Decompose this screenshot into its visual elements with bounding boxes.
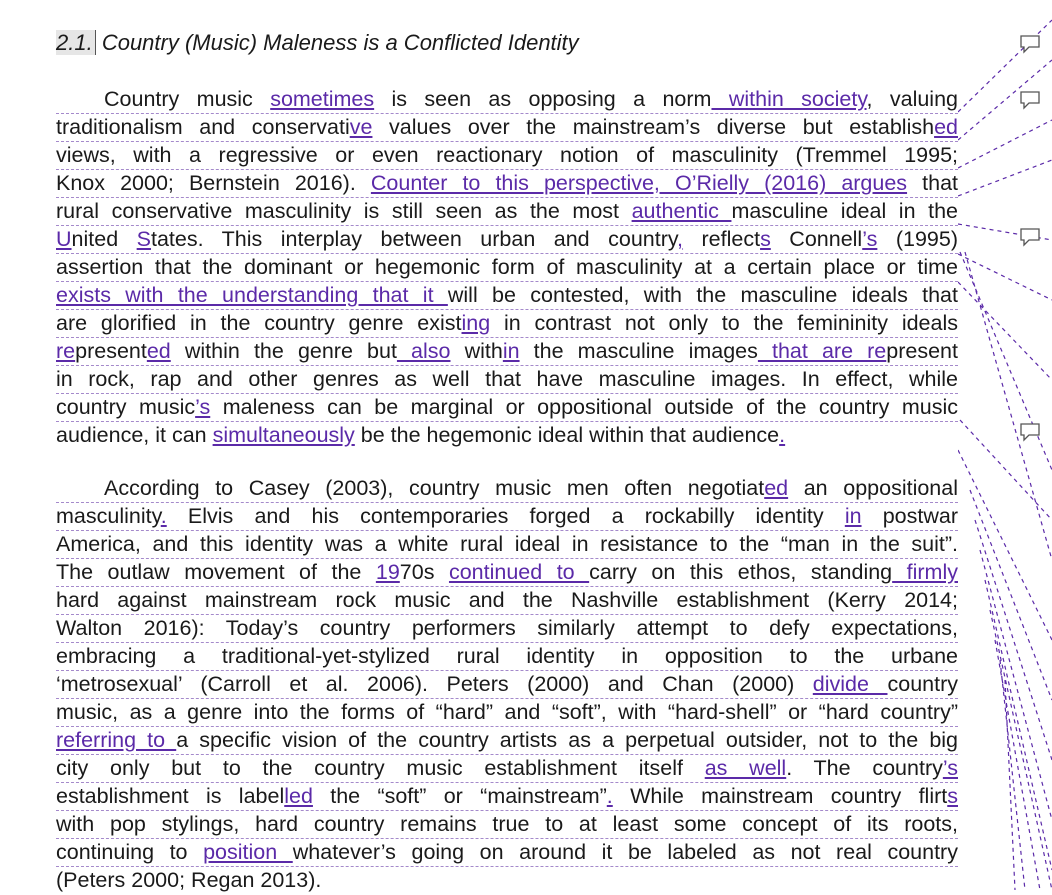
heading-title: Country (Music) Maleness is a Conflicted Identity [101, 30, 579, 55]
text-line[interactable] [56, 755, 958, 783]
tracked-insertion: . [606, 784, 613, 808]
paragraph-1[interactable] [56, 86, 958, 450]
tracked-insertion: s [947, 784, 958, 808]
markup-connector-line [985, 580, 1052, 870]
text-run: present [75, 339, 147, 363]
text-line[interactable] [56, 394, 958, 422]
text-run: hard against mainstream rock music and the Nashville establishment (Kerry 2014; [56, 588, 958, 612]
markup-connector-line [958, 450, 1052, 640]
markup-connector-line [958, 120, 1052, 168]
text-run: with pop stylings, hard country remains true to at least some concept of its roots, [56, 812, 958, 836]
text-run: ‘metrosexual’ (Carroll et al. 2006). Peters (2000) and Chan (2000) [56, 672, 813, 696]
text-run: with [450, 339, 503, 363]
text-line[interactable] [56, 338, 958, 366]
text-line[interactable] [56, 643, 958, 671]
tracked-insertion: position [203, 840, 293, 864]
text-run: the masculine images [519, 339, 758, 363]
tracked-insertion: ed [934, 115, 958, 139]
tracked-insertion: s [760, 227, 771, 251]
markup-connector-line [958, 282, 1052, 380]
section-heading [56, 30, 579, 56]
tracked-insertion: 19 [375, 560, 400, 584]
text-run: Walton 2016): Today’s country performers similarly attempt to defy expectations, [56, 616, 958, 640]
text-run: are glorified in the country genre exist [56, 311, 462, 335]
text-run: within the genre but [170, 339, 397, 363]
text-run: While mainstream country flirt [612, 784, 948, 808]
comment-balloon-icon[interactable] [1018, 422, 1042, 442]
text-line[interactable] [56, 475, 958, 503]
text-run: According to Casey (2003), country music men often negotiat [104, 476, 765, 500]
tracked-insertion: exists with the understanding that it [56, 283, 448, 307]
text-line[interactable] [56, 310, 958, 338]
text-line[interactable] [56, 587, 958, 615]
tracked-insertion: ’s [195, 395, 211, 419]
text-run: Country music [104, 87, 271, 111]
text-run: . The country [786, 756, 943, 780]
tracked-insertion: within society [711, 87, 867, 111]
text-line[interactable] [56, 839, 958, 867]
text-line[interactable] [56, 503, 958, 531]
markup-connector-line [990, 610, 1052, 890]
text-run: the “soft” or “mainstream” [312, 784, 607, 808]
tracked-insertion: ve [349, 115, 373, 139]
text-line[interactable] [56, 727, 958, 755]
text-run: in contrast not only to the femininity ideals [490, 311, 958, 335]
tracked-insertion: as well [704, 756, 787, 780]
text-run: assertion that the dominant or hegemonic form of masculinity at a certain place or time [56, 255, 958, 279]
text-run: in rock, rap and other genres as well that have masculine images. In effect, while [56, 367, 958, 391]
text-run: is seen as opposing a norm [374, 87, 712, 111]
text-run: that [907, 171, 958, 195]
tracked-insertion: re [56, 339, 76, 363]
heading-number: 2.1. [56, 30, 96, 55]
tracked-insertion: . [160, 504, 167, 528]
track-changes-markup-lines [958, 0, 1052, 890]
text-run: 70s [399, 560, 449, 584]
text-line[interactable] [56, 86, 958, 114]
tracked-insertion: simultaneously [212, 423, 355, 447]
markup-connector-line [980, 550, 1052, 820]
text-run: continuing to [56, 840, 204, 864]
text-run: establishment is label [56, 784, 285, 808]
text-line[interactable] [56, 366, 958, 394]
tracked-insertion: ’s [862, 227, 878, 251]
text-line[interactable] [56, 282, 958, 310]
text-run: whatever’s going on around it be labeled as not real country [292, 840, 958, 864]
text-line[interactable] [56, 531, 958, 559]
tracked-insertion: that are re [757, 339, 887, 363]
tracked-insertion: ’s [942, 756, 958, 780]
text-run: (1995) [877, 227, 958, 251]
markup-connector-line [965, 252, 1052, 560]
tracked-insertion: firmly [892, 560, 958, 584]
markup-connector-line [1005, 680, 1015, 890]
tracked-insertion: ed [146, 339, 171, 363]
text-run: Knox 2000; Bernstein 2016). [56, 171, 371, 195]
text-run: audience, it can [56, 423, 213, 447]
text-run: , valuing [866, 87, 958, 111]
paragraph-2[interactable] [56, 475, 958, 895]
text-run: be the hegemonic ideal within that audience [354, 423, 780, 447]
text-line[interactable] [56, 699, 958, 727]
text-run: city only but to the country music establishment itself [56, 756, 705, 780]
text-line[interactable] [56, 615, 958, 643]
text-line[interactable] [56, 422, 958, 450]
text-run: The outlaw movement of the [56, 560, 376, 584]
text-line[interactable] [56, 226, 958, 254]
tracked-insertion: , [677, 227, 684, 251]
text-run: tates. This interplay between urban and country [150, 227, 678, 251]
tracked-insertion: S [136, 227, 151, 251]
text-line[interactable] [56, 114, 958, 142]
text-run: will be contested, with the masculine ideals that [447, 283, 958, 307]
tracked-insertion: referring to [56, 728, 177, 752]
text-run: views, with a regressive or even reactionary notion of masculinity (Tremmel 1995; [56, 143, 958, 167]
text-run: Elvis and his contemporaries forged a rockabilly identity [166, 504, 845, 528]
text-run: postwar [861, 504, 958, 528]
text-line[interactable] [56, 142, 958, 170]
tracked-insertion: in [502, 339, 520, 363]
text-line[interactable] [56, 198, 958, 226]
tracked-insertion: . [779, 423, 786, 447]
text-run: masculine ideal in the [731, 199, 958, 223]
text-line[interactable] [56, 559, 958, 587]
text-run: music, as a genre into the forms of “hard” and “soft”, with “hard-shell” or “hard country” [56, 700, 958, 724]
markup-connector-line [958, 160, 1052, 196]
tracked-insertion: led [284, 784, 313, 808]
text-line[interactable] [56, 867, 958, 895]
text-run: present [886, 339, 958, 363]
tracked-insertion: in [844, 504, 862, 528]
tracked-insertion: U [56, 227, 72, 251]
text-line[interactable] [56, 811, 958, 839]
text-line[interactable] [56, 170, 958, 198]
text-run: nited [71, 227, 137, 251]
text-run: maleness can be marginal or oppositional outside of the country music [210, 395, 958, 419]
comment-balloon-icon[interactable] [1018, 227, 1042, 247]
text-run: values over the mainstream’s diverse but establish [372, 115, 935, 139]
tracked-insertion: Counter to this perspective, O’Rielly (2016) argues [370, 171, 908, 195]
tracked-insertion: continued to [448, 560, 590, 584]
text-run: reflect [683, 227, 761, 251]
text-line[interactable] [56, 783, 958, 811]
text-run: an oppositional [788, 476, 958, 500]
comment-balloon-icon[interactable] [1018, 90, 1042, 110]
tracked-insertion: authentic [631, 199, 732, 223]
text-run: carry on this ethos, standing [589, 560, 893, 584]
tracked-insertion: ing [461, 311, 491, 335]
tracked-insertion: ed [764, 476, 789, 500]
tracked-insertion: divide [812, 672, 888, 696]
text-run: country [887, 672, 959, 696]
tracked-insertion: also [396, 339, 451, 363]
text-run: rural conservative masculinity is still seen as the most [56, 199, 632, 223]
markup-connector-line [1000, 660, 1025, 890]
tracked-insertion: sometimes [270, 87, 375, 111]
text-run: embracing a traditional-yet-stylized rural identity in opposition to the urbane [56, 644, 958, 668]
comment-balloon-icon[interactable] [1018, 34, 1042, 54]
text-line[interactable] [56, 671, 958, 699]
text-run: country music [56, 395, 196, 419]
text-line[interactable] [56, 254, 958, 282]
text-run: (Peters 2000; Regan 2013). [56, 868, 322, 892]
text-run: masculinity [56, 504, 161, 528]
text-run: America, and this identity was a white rural ideal in resistance to the “man in the suit”. [56, 532, 958, 556]
text-run: Connell [770, 227, 863, 251]
text-run: traditionalism and conservati [56, 115, 350, 139]
text-run: a specific vision of the country artists as a perpetual outsider, not to the big [176, 728, 959, 752]
markup-connector-line [975, 520, 1052, 760]
